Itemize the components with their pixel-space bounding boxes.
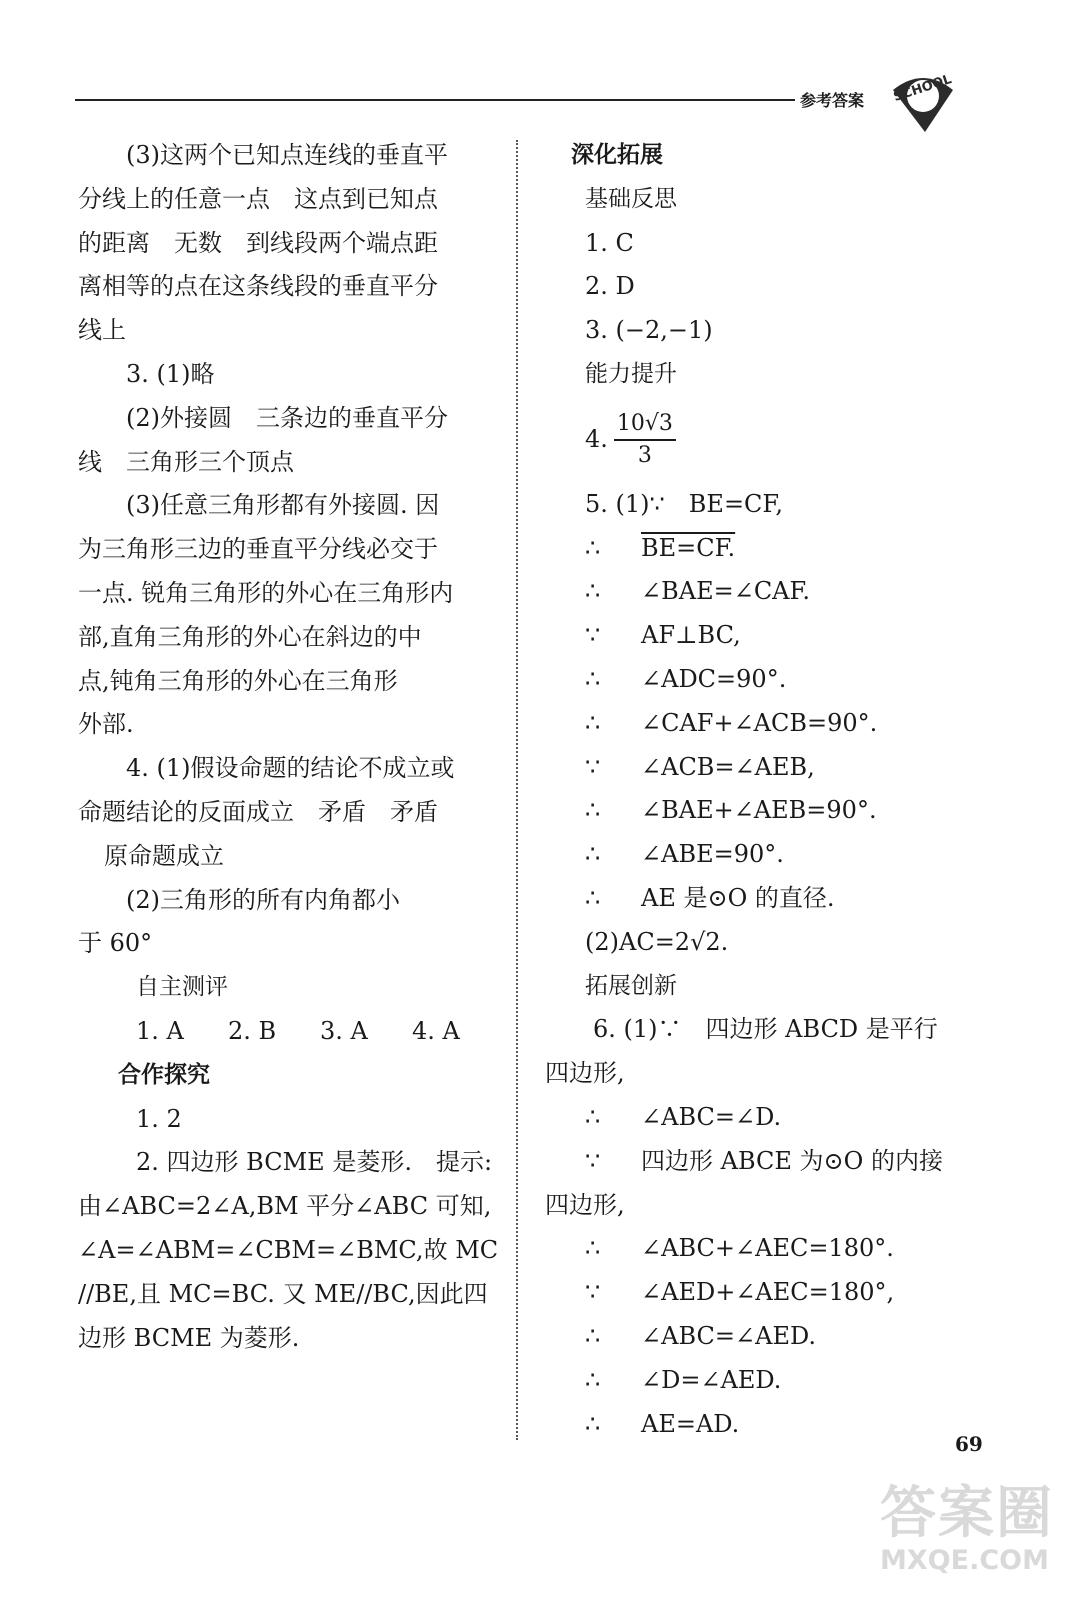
text-line: 外部. — [78, 710, 134, 739]
text-line: ∠A=∠ABM=∠CBM=∠BMC,故 MC — [78, 1235, 499, 1264]
text-line: 由∠ABC=2∠A,BM 平分∠ABC 可知, — [78, 1192, 492, 1221]
answer-item: 4. A — [412, 1016, 460, 1045]
watermark-logo-text: 答案圈 — [880, 1481, 1054, 1546]
proof-line: ∵ AF⊥BC, — [585, 621, 741, 650]
text-line: 命题结论的反面成立 矛盾 矛盾 — [78, 797, 438, 826]
text-line: 边形 BCME 为菱形. — [78, 1323, 300, 1352]
proof-line: 四边形, — [545, 1190, 625, 1219]
fraction — [614, 409, 676, 471]
proof-line: ∵ 四边形 ABCE 为⊙O 的内接 — [585, 1146, 943, 1175]
proof-statement: ∠ABC=∠AED. — [641, 1321, 816, 1350]
left-column — [78, 134, 499, 1360]
proof-statement: AE 是⊙O 的直径. — [641, 883, 835, 912]
answer-row — [78, 1010, 488, 1054]
text-line: (3)任意三角形都有外接圆. 因 — [126, 491, 440, 520]
text-line: 离相等的点在这条线段的垂直平分 — [78, 272, 438, 301]
header-rule — [75, 99, 795, 101]
text-line: 点,钝角三角形的外心在三角形 — [78, 666, 398, 695]
answer-line: 3. (1)略 — [126, 359, 215, 388]
subsection-ability: 能力提升 — [585, 360, 677, 387]
text-line: 一点. 锐角三角形的外心在三角形内 — [78, 578, 454, 607]
text-line: 于 60° — [78, 929, 153, 958]
answer-item: 2. B — [228, 1016, 277, 1045]
proof-statement: ∠CAF+∠ACB=90°. — [641, 708, 878, 737]
proof-line: ∴ ∠ABE=90°. — [585, 840, 784, 869]
proof-line: ∴ ∠ABC=∠D. — [585, 1102, 782, 1131]
text-line: //BE,且 MC=BC. 又 ME//BC,因此四 — [78, 1279, 488, 1308]
header-title: 参考答案 — [800, 91, 865, 110]
text-line: (2)外接圆 三条边的垂直平分 — [126, 403, 448, 432]
proof-line: ∴ BE=CF. — [585, 533, 736, 562]
answer-fraction — [545, 397, 965, 483]
proof-line: ∴ ∠ABC=∠AED. — [585, 1321, 816, 1350]
proof-line: 四边形, — [545, 1059, 625, 1088]
denominator: 3 — [637, 442, 652, 468]
text-line: (2)三角形的所有内角都小 — [126, 885, 400, 914]
watermark — [880, 1482, 1080, 1592]
proof-statement: AE=AD. — [641, 1409, 740, 1438]
numerator: 10√3 — [614, 409, 676, 441]
column-divider — [516, 140, 518, 1440]
text-line: 2. 四边形 BCME 是菱形. 提示: — [136, 1148, 493, 1177]
proof-line: ∴ ∠ADC=90°. — [585, 664, 787, 693]
page-number: 69 — [955, 1432, 983, 1456]
answer-line: 2. D — [585, 272, 635, 301]
proof-statement: 四边形 ABCE 为⊙O 的内接 — [641, 1146, 943, 1175]
section-heading-cooperation: 合作探究 — [118, 1061, 210, 1088]
proof-statement: ∠ADC=90°. — [641, 664, 787, 693]
proof-line: 5. (1)∵ BE=CF, — [585, 489, 783, 518]
proof-line: ∴ AE=AD. — [585, 1409, 740, 1438]
right-column — [545, 134, 965, 1446]
proof-line: ∵ ∠AED+∠AEC=180°, — [585, 1278, 895, 1307]
text-line: 4. (1)假设命题的结论不成立或 — [126, 754, 455, 783]
text-line: 原命题成立 — [104, 841, 224, 870]
answer-number: 4. — [585, 424, 608, 453]
proof-line: ∵ ∠ACB=∠AEB, — [585, 752, 815, 781]
subsection-extension: 拓展创新 — [585, 972, 677, 999]
text-line: 的距离 无数 到线段两个端点距 — [78, 228, 438, 257]
answer-line: 1. C — [585, 228, 634, 257]
proof-statement: AF⊥BC, — [641, 621, 741, 650]
logo-text: SCHOOL — [891, 72, 954, 105]
answer-item: 1. A — [136, 1016, 184, 1045]
proof-line: ∴ ∠CAF+∠ACB=90°. — [585, 708, 878, 737]
watermark-url: MXQE.COM — [880, 1545, 1049, 1576]
proof-statement: ∠D=∠AED. — [641, 1365, 782, 1394]
proof-line: ∴ ∠BAE=∠CAF. — [585, 577, 811, 606]
proof-line: 6. (1)∵ 四边形 ABCD 是平行 — [593, 1015, 938, 1044]
text-line: 分线上的任意一点 这点到已知点 — [78, 184, 438, 213]
proof-line: ∴ AE 是⊙O 的直径. — [585, 883, 835, 912]
text-line: 为三角形三边的垂直平分线必交于 — [78, 535, 438, 564]
answer-line: (2)AC=2√2. — [585, 927, 729, 956]
proof-line: ∴ ∠D=∠AED. — [585, 1365, 782, 1394]
section-heading-self-test: 自主测评 — [136, 974, 228, 1001]
proof-line: ∴ ∠ABC+∠AEC=180°. — [585, 1234, 894, 1263]
subsection-basic-reflection: 基础反思 — [585, 185, 677, 212]
school-logo — [885, 70, 960, 140]
text-line: 部,直角三角形的外心在斜边的中 — [78, 622, 422, 651]
text-line: 线 三角形三个顶点 — [78, 447, 294, 476]
answer-line: 1. 2 — [136, 1104, 182, 1133]
proof-statement: ∠BAE+∠AEB=90°. — [641, 796, 877, 825]
text-line: 线上 — [78, 316, 126, 345]
proof-statement: ∠ABC+∠AEC=180°. — [641, 1234, 894, 1263]
proof-statement: ∠AED+∠AEC=180°, — [641, 1278, 895, 1307]
proof-statement: ∠ABE=90°. — [641, 840, 784, 869]
answer-line: 3. (−2,−1) — [585, 316, 713, 345]
proof-statement: ∠BAE=∠CAF. — [641, 577, 811, 606]
section-heading-deepen: 深化拓展 — [571, 142, 663, 168]
text-line: (3)这两个已知点连线的垂直平 — [126, 141, 448, 169]
proof-statement: BE=CF. — [641, 533, 736, 562]
answer-item: 3. A — [320, 1016, 368, 1045]
proof-statement: ∠ACB=∠AEB, — [641, 752, 815, 781]
proof-statement: ∠ABC=∠D. — [641, 1102, 782, 1131]
proof-line: ∴ ∠BAE+∠AEB=90°. — [585, 796, 877, 825]
